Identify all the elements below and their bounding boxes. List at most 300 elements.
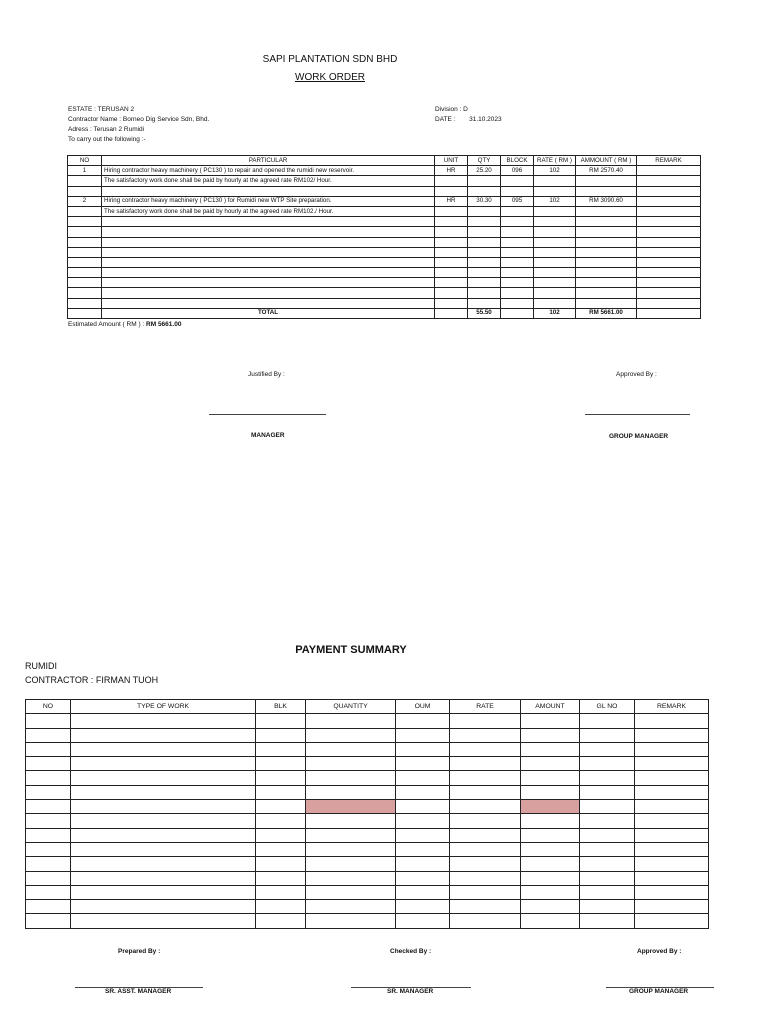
payment-header-cell: REMARK (635, 700, 709, 714)
approved-by-label-2: Approved By : (637, 948, 682, 955)
table-cell (256, 885, 306, 899)
wo-header-cell: NO (68, 156, 102, 166)
table-cell (501, 257, 534, 267)
table-cell (534, 176, 576, 186)
table-cell (256, 900, 306, 914)
table-cell (501, 278, 534, 288)
table-cell: 1 (68, 166, 102, 176)
table-cell (468, 176, 501, 186)
group-manager-signature-line (585, 414, 690, 415)
estate-line: ESTATE : TERUSAN 2 (68, 106, 135, 113)
table-cell (435, 186, 468, 196)
table-cell (102, 217, 435, 227)
table-cell (635, 885, 709, 899)
table-cell (306, 814, 396, 828)
payment-body (26, 714, 709, 928)
table-cell: 102 (534, 196, 576, 206)
table-cell: HR (435, 166, 468, 176)
total-cell: TOTAL (102, 308, 435, 318)
table-row (26, 771, 709, 785)
table-cell (450, 842, 521, 856)
table-cell (637, 227, 701, 237)
table-row (26, 871, 709, 885)
table-cell (26, 714, 71, 728)
table-cell (468, 288, 501, 298)
table-cell (637, 176, 701, 186)
table-row (26, 742, 709, 756)
table-cell (521, 800, 580, 814)
table-cell: 25.20 (468, 166, 501, 176)
table-row (26, 800, 709, 814)
table-cell (26, 757, 71, 771)
approved-by-label: Approved By : (616, 371, 657, 378)
work-order-body (68, 166, 701, 319)
table-cell (450, 771, 521, 785)
table-cell (68, 278, 102, 288)
table-cell: 095 (501, 196, 534, 206)
table-cell (306, 757, 396, 771)
table-row (26, 857, 709, 871)
table-cell (534, 186, 576, 196)
table-cell (637, 268, 701, 278)
division-date-block (435, 105, 502, 125)
table-cell (521, 728, 580, 742)
table-cell (534, 206, 576, 216)
table-cell (635, 800, 709, 814)
table-row (26, 757, 709, 771)
work-order-header-row (68, 156, 701, 166)
total-cell: 102 (534, 308, 576, 318)
table-cell (450, 814, 521, 828)
table-cell (71, 714, 256, 728)
table-cell (256, 714, 306, 728)
table-cell (501, 176, 534, 186)
table-cell (396, 771, 450, 785)
table-cell (576, 257, 637, 267)
work-order-table (67, 155, 701, 319)
table-cell (521, 814, 580, 828)
table-cell (576, 247, 637, 257)
table-cell (576, 237, 637, 247)
table-cell (306, 785, 396, 799)
table-cell (521, 900, 580, 914)
table-cell (71, 785, 256, 799)
table-row (26, 814, 709, 828)
table-cell (256, 800, 306, 814)
table-cell (576, 288, 637, 298)
table-cell (71, 842, 256, 856)
total-row (68, 308, 701, 318)
table-cell (534, 298, 576, 308)
table-cell (450, 800, 521, 814)
table-cell (580, 800, 635, 814)
table-cell (71, 900, 256, 914)
table-cell (26, 771, 71, 785)
table-cell (580, 714, 635, 728)
table-cell (306, 857, 396, 871)
table-cell (580, 842, 635, 856)
table-cell (102, 237, 435, 247)
table-row (26, 728, 709, 742)
table-cell (306, 728, 396, 742)
table-cell (576, 298, 637, 308)
table-row (26, 885, 709, 899)
table-cell (635, 842, 709, 856)
table-cell (501, 288, 534, 298)
table-cell (534, 237, 576, 247)
table-cell (468, 206, 501, 216)
sr-asst-manager-title: SR. ASST. MANAGER (105, 988, 172, 995)
table-cell (521, 714, 580, 728)
estimated-value: RM 5661.00 (146, 321, 182, 328)
date-line (435, 115, 502, 125)
table-cell (521, 828, 580, 842)
table-cell (435, 257, 468, 267)
table-cell (71, 728, 256, 742)
table-row (68, 257, 701, 267)
table-cell (450, 742, 521, 756)
manager-title: MANAGER (251, 432, 285, 439)
table-cell (396, 885, 450, 899)
table-cell (576, 186, 637, 196)
table-cell (501, 206, 534, 216)
wo-header-cell: RATE ( RM ) (534, 156, 576, 166)
table-cell (102, 268, 435, 278)
table-cell (468, 186, 501, 196)
sr-manager-title: SR. MANAGER (387, 988, 434, 995)
table-cell (435, 278, 468, 288)
table-cell (534, 278, 576, 288)
table-cell (468, 278, 501, 288)
table-cell (396, 842, 450, 856)
table-cell (306, 842, 396, 856)
payment-header-cell: TYPE OF WORK (71, 700, 256, 714)
table-cell (521, 914, 580, 928)
payment-header-cell: RATE (450, 700, 521, 714)
table-cell (635, 785, 709, 799)
table-cell (71, 757, 256, 771)
table-row (68, 206, 701, 216)
estimated-amount (68, 321, 181, 328)
table-cell (637, 196, 701, 206)
table-row (26, 914, 709, 928)
table-cell (450, 828, 521, 842)
wo-header-cell: REMARK (637, 156, 701, 166)
table-cell (580, 742, 635, 756)
table-cell: Hiring contractor heavy machinery ( PC130 ) to repair and opened the rumidi new reservoir. (102, 166, 435, 176)
wo-header-cell: PARTICULAR (102, 156, 435, 166)
table-cell (521, 871, 580, 885)
table-cell (501, 268, 534, 278)
table-cell (450, 714, 521, 728)
table-cell (435, 237, 468, 247)
table-cell (102, 278, 435, 288)
table-cell (450, 900, 521, 914)
table-cell (256, 742, 306, 756)
table-cell (576, 206, 637, 216)
table-cell (256, 914, 306, 928)
table-cell (534, 288, 576, 298)
table-cell (468, 237, 501, 247)
payment-header-cell: BLK (256, 700, 306, 714)
table-cell (306, 771, 396, 785)
work-order-details (68, 105, 209, 145)
table-cell (26, 857, 71, 871)
table-cell (576, 278, 637, 288)
table-cell (68, 288, 102, 298)
table-cell (26, 842, 71, 856)
table-cell (306, 828, 396, 842)
table-cell (637, 247, 701, 257)
table-row (26, 714, 709, 728)
table-cell (71, 814, 256, 828)
table-cell (635, 771, 709, 785)
table-cell (306, 714, 396, 728)
checked-by-label: Checked By : (390, 948, 432, 955)
table-cell (637, 278, 701, 288)
table-cell (68, 237, 102, 247)
table-cell (306, 885, 396, 899)
table-cell (501, 217, 534, 227)
table-cell (68, 217, 102, 227)
table-cell (635, 857, 709, 871)
wo-header-cell: UNIT (435, 156, 468, 166)
total-cell (435, 308, 468, 318)
group-manager-title-2: GROUP MANAGER (629, 988, 689, 995)
table-row (68, 247, 701, 257)
table-cell (68, 247, 102, 257)
division-line: Division : D (435, 106, 468, 113)
table-row (26, 900, 709, 914)
table-cell (450, 857, 521, 871)
table-cell: 096 (501, 166, 534, 176)
address-line: Adress : Terusan 2 Rumidi (68, 126, 145, 133)
table-cell (306, 871, 396, 885)
contractor-line: Contractor Name : Borneo Dig Service Sdn, Bhd. (68, 116, 210, 123)
table-cell (71, 885, 256, 899)
table-cell: 102 (534, 166, 576, 176)
table-cell (26, 742, 71, 756)
table-cell (71, 857, 256, 871)
table-cell (396, 757, 450, 771)
table-cell (256, 814, 306, 828)
table-cell (102, 227, 435, 237)
table-cell (521, 785, 580, 799)
table-cell (256, 828, 306, 842)
table-cell: The satisfactory work done shall be paid by hourly at the agreed rate RM102./ Hour. (102, 206, 435, 216)
table-cell (396, 742, 450, 756)
table-cell (635, 728, 709, 742)
table-cell (435, 217, 468, 227)
table-cell (435, 298, 468, 308)
table-cell (534, 268, 576, 278)
table-cell (534, 247, 576, 257)
table-cell (256, 842, 306, 856)
table-cell (637, 237, 701, 247)
table-cell (435, 176, 468, 186)
table-cell (635, 757, 709, 771)
table-cell (306, 742, 396, 756)
payment-header-cell: OUM (396, 700, 450, 714)
table-row (26, 842, 709, 856)
table-cell (637, 257, 701, 267)
table-row (68, 268, 701, 278)
table-cell (26, 728, 71, 742)
table-cell (521, 757, 580, 771)
table-cell (396, 814, 450, 828)
table-cell (450, 757, 521, 771)
table-cell (396, 714, 450, 728)
table-cell (468, 298, 501, 308)
table-cell (68, 206, 102, 216)
table-cell: The satisfactory work done shall be paid by hourly at the agreed rate RM102/ Hour. (102, 176, 435, 186)
date-label: DATE : (435, 116, 456, 123)
table-cell (468, 268, 501, 278)
table-cell (71, 771, 256, 785)
table-cell (580, 757, 635, 771)
table-row (68, 186, 701, 196)
table-cell (580, 814, 635, 828)
table-cell (635, 714, 709, 728)
table-cell (26, 785, 71, 799)
table-cell (26, 828, 71, 842)
table-cell (68, 176, 102, 186)
table-cell: Hiring contractor heavy machinery ( PC130 ) for Rumidi new WTP Site preparation. (102, 196, 435, 206)
table-cell (396, 857, 450, 871)
payment-header-row (26, 700, 709, 714)
table-cell (306, 800, 396, 814)
table-cell (256, 857, 306, 871)
total-cell (637, 308, 701, 318)
table-cell (450, 914, 521, 928)
table-cell (102, 247, 435, 257)
table-cell (534, 227, 576, 237)
justified-by-label: Justified By : (248, 371, 285, 378)
table-cell (534, 217, 576, 227)
table-cell (68, 298, 102, 308)
table-cell: RM 3090.60 (576, 196, 637, 206)
table-row (26, 785, 709, 799)
table-cell (637, 288, 701, 298)
table-cell (26, 800, 71, 814)
table-cell (580, 771, 635, 785)
table-cell (435, 227, 468, 237)
table-cell (435, 247, 468, 257)
table-cell (68, 257, 102, 267)
table-cell (68, 227, 102, 237)
table-cell (580, 857, 635, 871)
table-cell (102, 257, 435, 267)
table-cell (468, 217, 501, 227)
table-cell (637, 206, 701, 216)
estimated-label: Estimated Amount ( RM ) : (68, 321, 145, 328)
table-cell (637, 298, 701, 308)
table-cell (521, 842, 580, 856)
company-name: SAPI PLANTATION SDN BHD (262, 54, 398, 65)
table-cell (501, 227, 534, 237)
table-cell (68, 186, 102, 196)
payment-contractor: CONTRACTOR : FIRMAN TUOH (25, 675, 159, 685)
table-row (68, 288, 701, 298)
table-cell (501, 186, 534, 196)
table-cell (576, 217, 637, 227)
table-cell: HR (435, 196, 468, 206)
table-cell (580, 900, 635, 914)
table-cell: 30.30 (468, 196, 501, 206)
table-cell (71, 828, 256, 842)
table-cell (576, 268, 637, 278)
table-cell (468, 247, 501, 257)
prepared-by-label: Prepared By : (118, 948, 161, 955)
table-cell (468, 257, 501, 267)
table-cell (501, 237, 534, 247)
table-cell (256, 771, 306, 785)
table-row (26, 828, 709, 842)
table-cell (635, 871, 709, 885)
group-manager-title: GROUP MANAGER (609, 433, 669, 440)
payment-summary-title: PAYMENT SUMMARY (295, 644, 407, 656)
table-cell (635, 900, 709, 914)
table-cell (450, 885, 521, 899)
table-cell (635, 814, 709, 828)
table-cell (637, 186, 701, 196)
table-row (68, 227, 701, 237)
table-cell (102, 298, 435, 308)
table-cell (501, 298, 534, 308)
table-cell (256, 757, 306, 771)
table-cell (580, 885, 635, 899)
table-cell (256, 871, 306, 885)
table-cell (71, 742, 256, 756)
table-cell (71, 871, 256, 885)
table-cell (637, 166, 701, 176)
table-cell (396, 900, 450, 914)
table-cell (534, 257, 576, 267)
table-cell (256, 728, 306, 742)
table-row (68, 278, 701, 288)
table-cell (102, 186, 435, 196)
table-row (68, 298, 701, 308)
table-cell (450, 871, 521, 885)
payment-header-cell: GL NO (580, 700, 635, 714)
table-cell (256, 785, 306, 799)
table-cell (576, 227, 637, 237)
table-cell (635, 742, 709, 756)
table-cell (521, 742, 580, 756)
table-cell (468, 227, 501, 237)
table-cell (396, 871, 450, 885)
table-cell (26, 914, 71, 928)
table-row (68, 196, 701, 206)
table-row (68, 237, 701, 247)
wo-header-cell: AMMOUNT ( RM ) (576, 156, 637, 166)
table-cell (26, 885, 71, 899)
table-cell (68, 268, 102, 278)
table-cell (26, 814, 71, 828)
table-cell (396, 828, 450, 842)
table-cell (501, 247, 534, 257)
table-cell (521, 857, 580, 871)
table-cell (26, 900, 71, 914)
table-cell (396, 785, 450, 799)
date-value: 31.10.2023 (469, 116, 502, 123)
wo-header-cell: QTY (468, 156, 501, 166)
table-row (68, 217, 701, 227)
instruction-line: To carry out the following :- (68, 136, 146, 143)
total-cell (68, 308, 102, 318)
table-cell (71, 914, 256, 928)
total-cell (501, 308, 534, 318)
